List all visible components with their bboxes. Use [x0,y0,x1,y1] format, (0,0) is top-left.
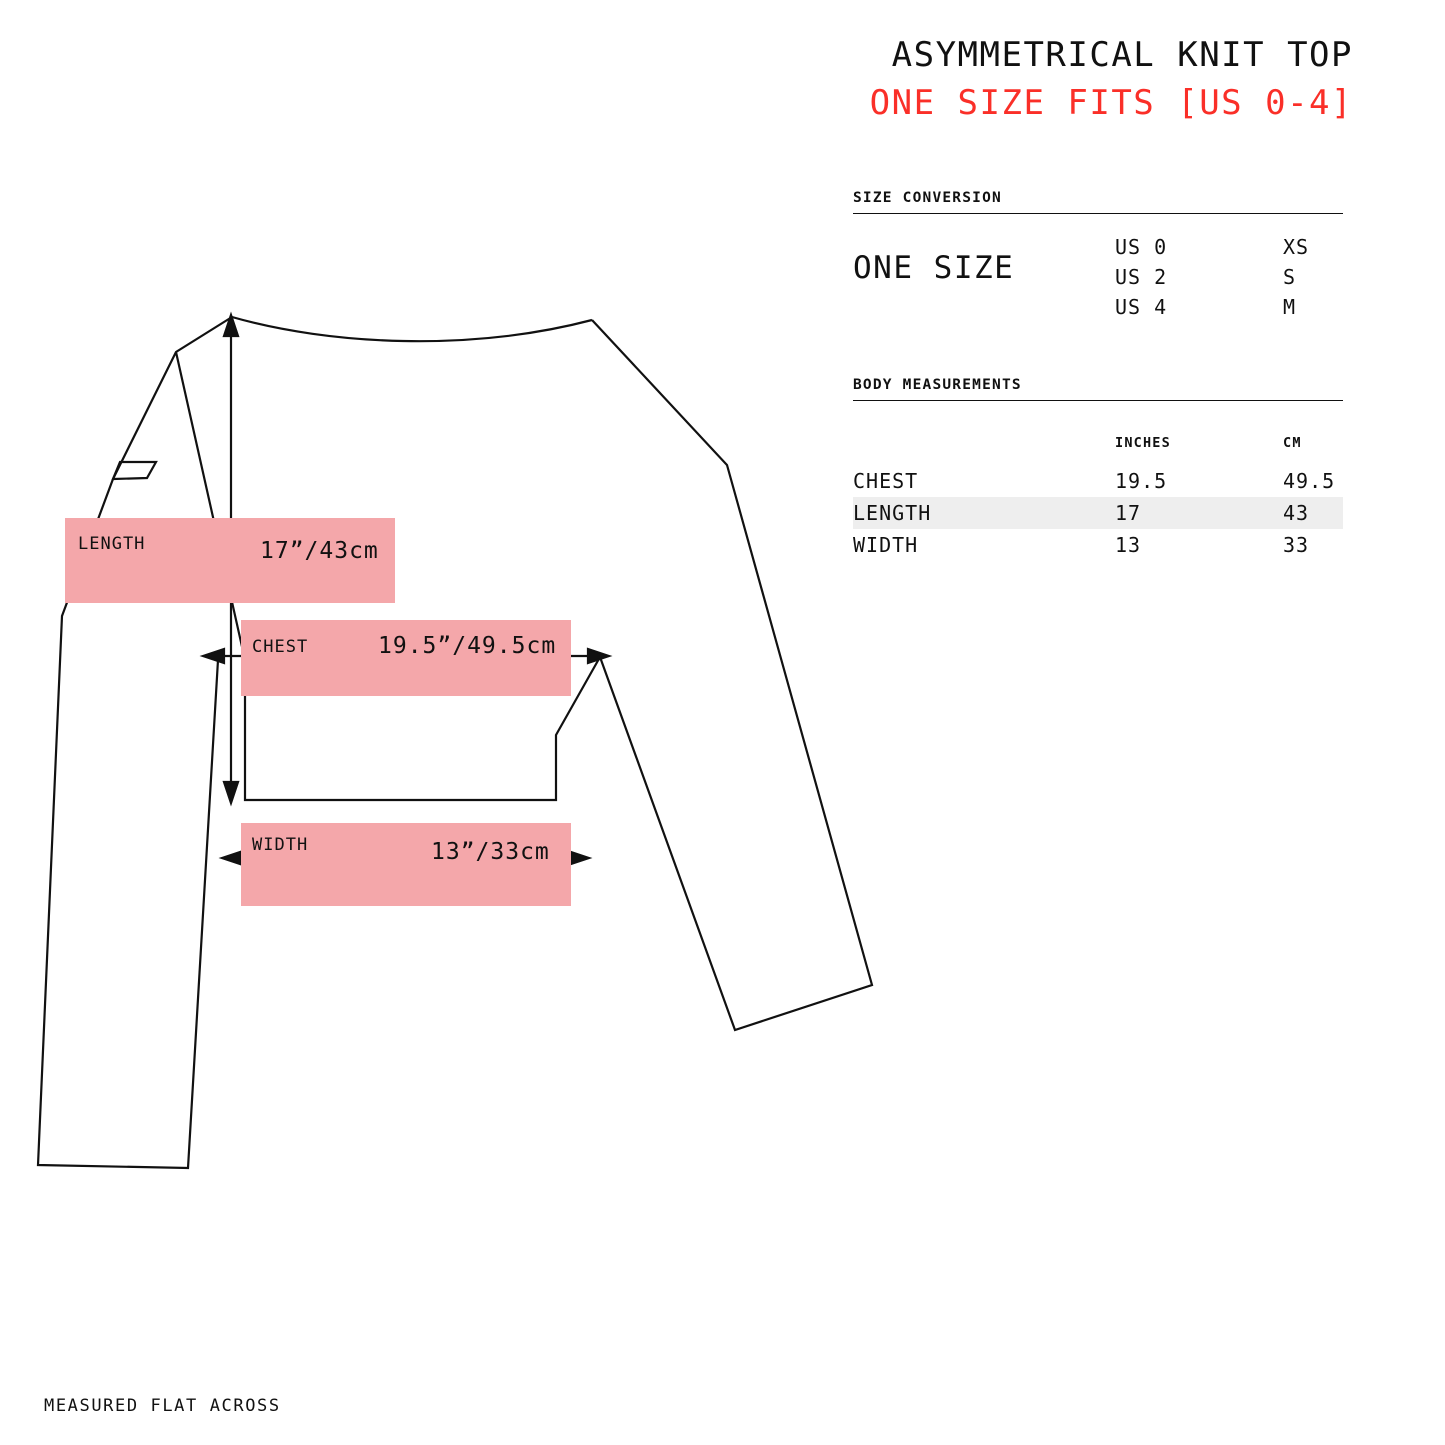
callout-width [241,823,571,906]
callout-length-value: 17”/43cm [260,538,379,564]
column-header-cm: CM [1283,435,1302,451]
row-inches-length: 17 [1115,497,1283,529]
callout-chest [241,620,571,696]
row-cm-width: 33 [1283,533,1310,557]
right-sleeve-outline [592,320,872,1030]
chest-arrow-head-left [203,649,224,663]
header [853,30,1353,126]
alpha-size-column [1283,232,1309,322]
row-cm-chest: 49.5 [1283,469,1336,493]
callout-chest-value: 19.5”/49.5cm [378,633,557,659]
length-arrow-head-bottom [224,782,238,803]
callout-length-label: LENGTH [78,534,146,554]
neckline-line [232,317,592,341]
table-row [853,529,1343,561]
callout-width-value: 13”/33cm [431,839,550,865]
table-row [853,497,1343,529]
left-shoulder-line [113,317,232,479]
callout-length [65,518,395,603]
size-conversion-panel [853,190,1343,332]
left-shoulder-notch [113,462,156,479]
callout-width-label: WIDTH [252,835,309,855]
us-size-2: US 2 [1115,265,1168,289]
column-header-inches: INCHES [1115,435,1171,451]
size-conversion-body [853,232,1343,332]
alpha-size-xs: XS [1283,235,1310,259]
row-cm-length: 43 [1283,497,1343,529]
size-conversion-title: SIZE CONVERSION [853,190,1343,214]
body-measurements-panel [853,377,1343,561]
table-row [853,465,1343,497]
row-inches-width: 13 [1115,533,1142,557]
alpha-size-s: S [1283,265,1297,289]
us-size-column [1115,232,1167,322]
callout-chest-label: CHEST [252,637,309,657]
body-measurements-title: BODY MEASUREMENTS [853,377,1343,401]
row-inches-chest: 19.5 [1115,469,1168,493]
table-header-row [853,419,1343,465]
width-arrow-head-left [222,851,243,865]
footer-note: MEASURED FLAT ACROSS [44,1396,281,1416]
page-title: ASYMMETRICAL KNIT TOP [891,35,1353,75]
row-name-chest: CHEST [853,469,919,493]
us-size-0: US 0 [1115,235,1168,259]
measurements-table [853,419,1343,561]
one-size-label: ONE SIZE [853,250,1015,286]
row-name-width: WIDTH [853,533,919,557]
page-subtitle: ONE SIZE FITS [US 0-4] [869,83,1353,123]
row-name-length: LENGTH [853,497,1115,529]
alpha-size-m: M [1283,295,1297,319]
us-size-4: US 4 [1115,295,1168,319]
width-arrow-head-right [568,851,589,865]
